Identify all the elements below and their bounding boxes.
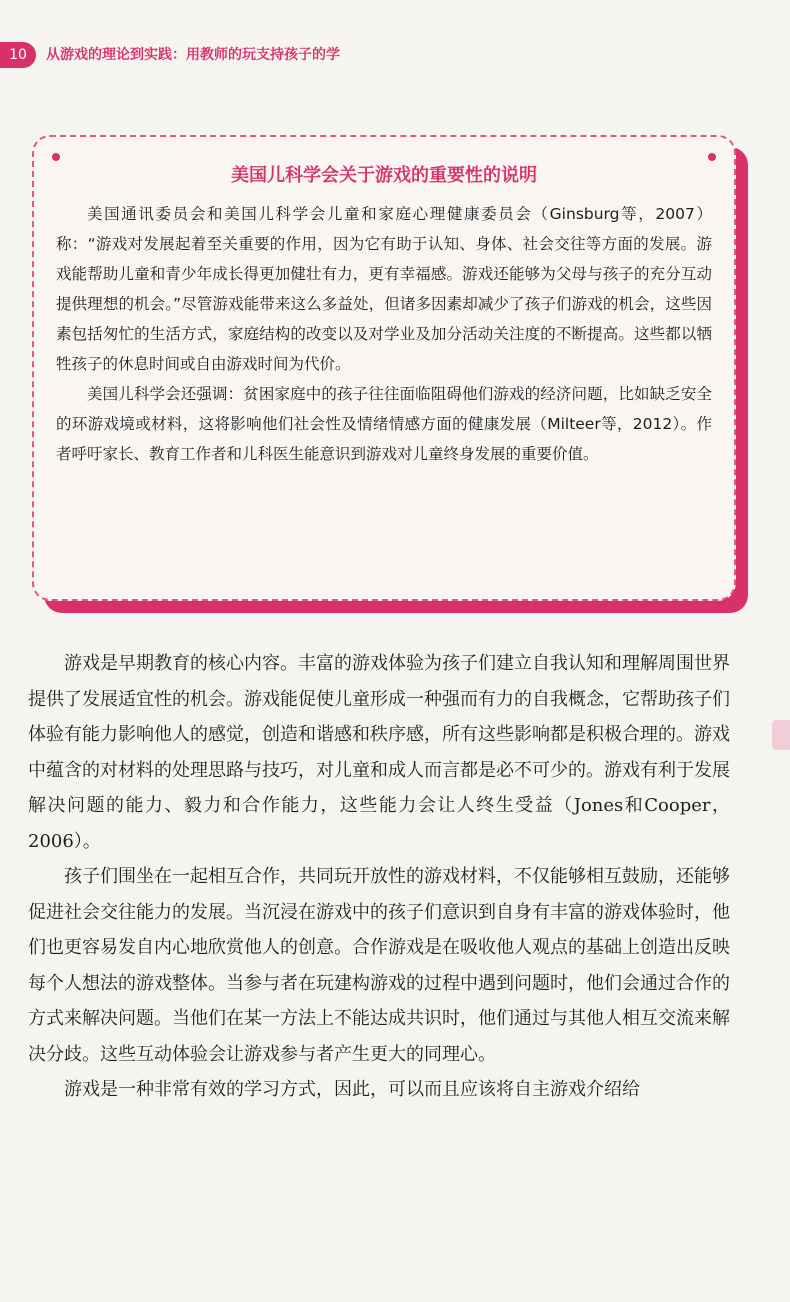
sidebar-paragraph: 美国儿科学会还强调：贫困家庭中的孩子往往面临阻碍他们游戏的经济问题，比如缺乏安全的环游戏境或材料，这将影响他们社会性及情绪情感方面的健康发展（Milteer等，2012）。作者呼吁家长、教育工作者和儿科医生能意识到游戏对儿童终身发展的重要价值。: [56, 385, 712, 463]
body-paragraph: 孩子们围坐在一起相互合作，共同玩开放性的游戏材料，不仅能够相互鼓励，还能够促进社会交往能力的发展。当沉浸在游戏中的孩子们意识到自身有丰富的游戏体验时，他们也更容易发自内心地欣赏他人的创意。合作游戏是在吸收他人观点的基础上创造出反映每个人想法的游戏整体。当参与者在玩建构游戏的过程中遇到问题时，他们会通过合作的方式来解决问题。当他们在某一方法上不能达成共识时，他们通过与其他人相互交流来解决分歧。这些互动体验会让游戏参与者产生更大的同理心。: [28, 866, 730, 1065]
page-number: 10: [0, 42, 36, 68]
sidebar-paragraph: 美国通讯委员会和美国儿科学会儿童和家庭心理健康委员会（Ginsburg等，2007）称：“游戏对发展起着至关重要的作用，因为它有助于认知、身体、社会交往等方面的发展。游戏能帮助儿童和青少年成长得更加健壮有力，更有幸福感。游戏还能够为父母与孩子的充分互动提供理想的机会。”尽管游戏能带来这么多益处，但诸多因素却减少了孩子们游戏的机会，这些因素包括匆忙的生活方式，家庭结构的改变以及对学业及加分活动关注度的不断提高。这些都以牺牲孩子的休息时间或自由游戏时间为代价。: [56, 205, 712, 373]
body-paragraph: 游戏是早期教育的核心内容。丰富的游戏体验为孩子们建立自我认知和理解周围世界提供了发展适宜性的机会。游戏能促使儿童形成一种强而有力的自我概念，它帮助孩子们体验有能力影响他人的感觉，创造和谐感和秩序感，所有这些影响都是积极合理的。游戏中蕴含的对材料的处理思路与技巧，对儿童和成人而言都是必不可少的。游戏有利于发展解决问题的能力、毅力和合作能力，这些能力会让人终生受益（Jones和Cooper，2006）。: [28, 653, 730, 852]
bullet-dot-icon: [708, 153, 716, 161]
sidebar-title: 美国儿科学会关于游戏的重要性的说明: [231, 165, 537, 186]
body-paragraph: 游戏是一种非常有效的学习方式，因此，可以而且应该将自主游戏介绍给: [64, 1079, 640, 1100]
page-edge-mark: [772, 720, 790, 750]
sidebar-box: [32, 135, 736, 601]
page-header: [0, 42, 790, 68]
bullet-dot-icon: [52, 153, 60, 161]
body-text: [28, 646, 730, 1108]
running-title: 从游戏的理论到实践：用教师的玩支持孩子的学: [46, 47, 340, 63]
sidebar-body: [56, 199, 712, 469]
